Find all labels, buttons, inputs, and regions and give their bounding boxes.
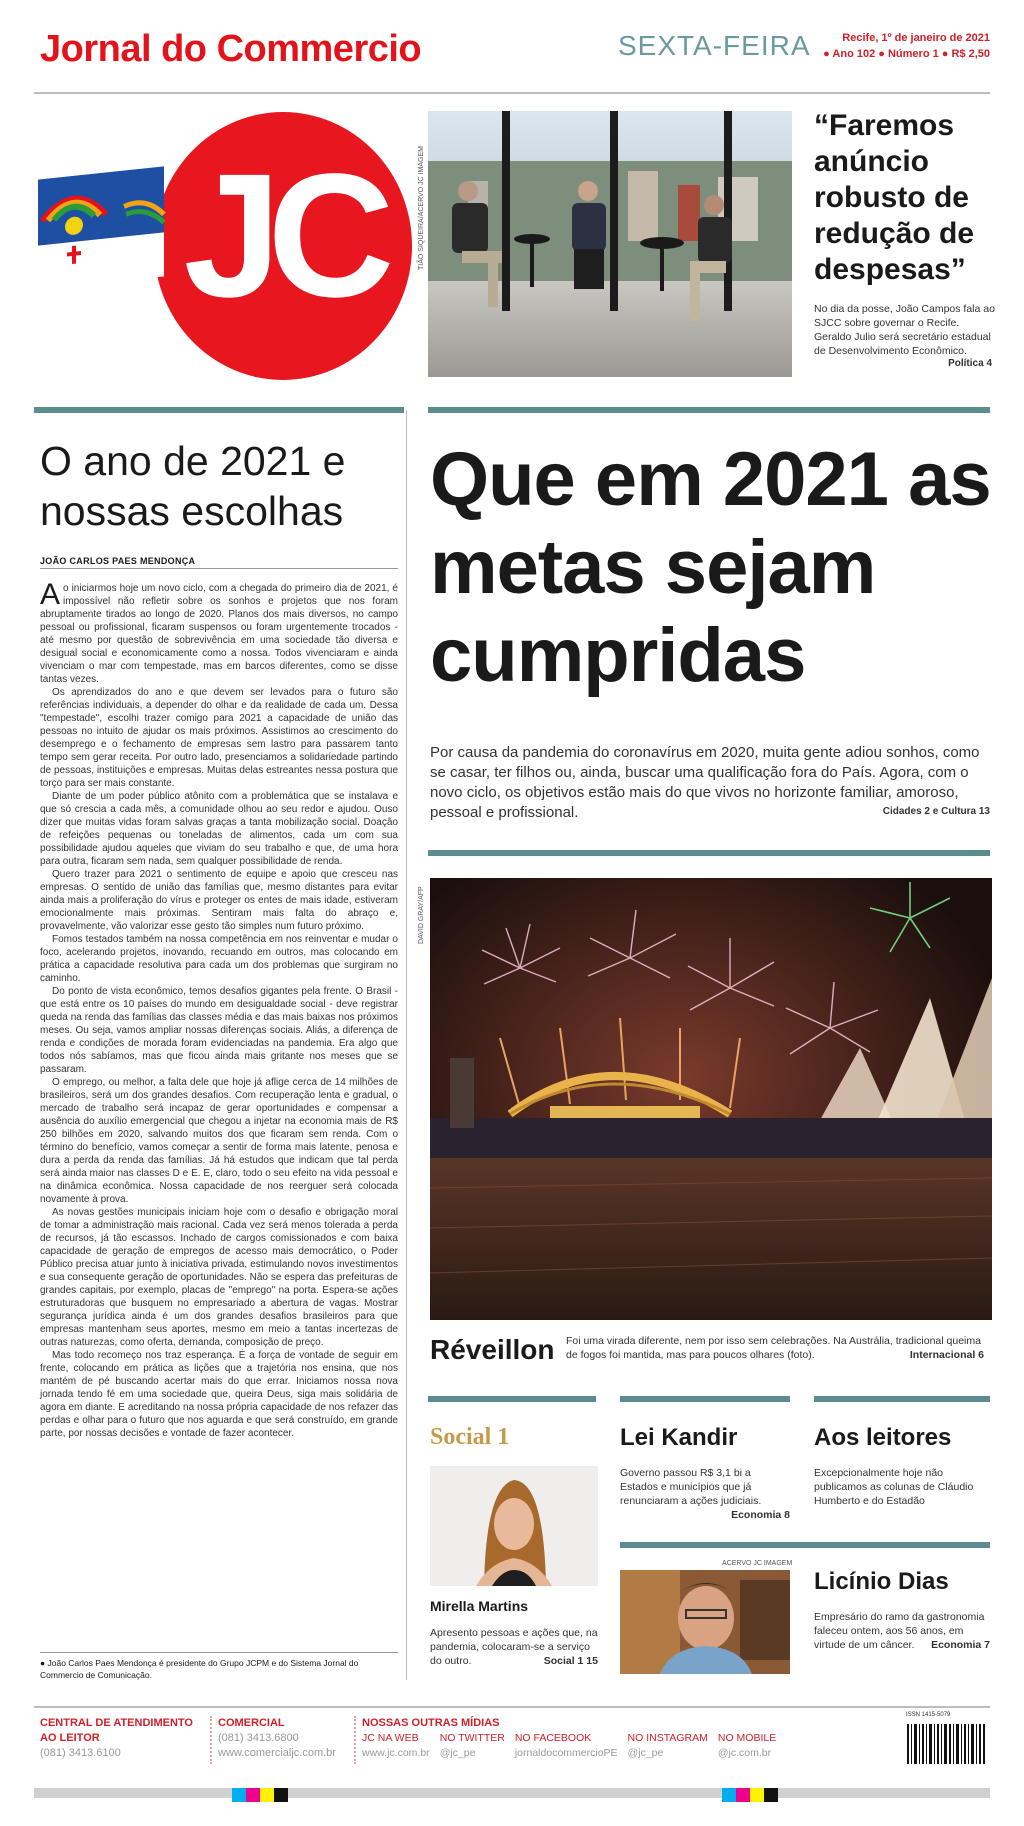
weekday-label: SEXTA-FEIRA [618,30,811,61]
footer-bar [34,1788,990,1798]
midia-web[interactable]: JC NA WEB www.jc.com.br [362,1732,430,1759]
fireworks-photo-image [430,878,992,1320]
midias-row [362,1731,902,1761]
editorial-byline: JOÃO CARLOS PAES MENDONÇA [40,556,196,566]
footer-central [40,1716,210,1761]
kandir-rule [620,1396,790,1402]
midia-instagram[interactable]: NO INSTAGRAM @jc_pe [627,1732,708,1759]
editorial-paragraph: O emprego, ou melhor, a falta dele que hoje já aflige cerca de 14 milhões de brasileiros, será um dos grandes desafios. Com recuperação lenta e gradual, o mercado de trabalho será incapaz de gerar oportunidades e compensar a ausência do auxílio emergencial que chegou a injetar na economia mais de R$ 250 bilhões em 2020, salvando muitos dos que ficaram sem renda. Com o término do benefício, vamos começar a sentir de forma mais latente, penosa e dura a perda da renda das famílias. Já há estudos que indicam que tal perda será ainda maior nas classes D e E. E, claro, todo o seu efeito na vida pessoal e na dinâmica econômica. Nossa capacidade de nos reerguer será colocada novamente à prova. [40,1077,398,1205]
social-page-ref: Social 1 15 [543,1655,598,1667]
editorial-paragraph: Ao iniciarmos hoje um novo ciclo, com a chegada do primeiro dia de 2021, é impossível não refletir sobre os sonhos e projetos que nos foram abruptamente tirados ao longo de 2020. Planos dos mais diversos, no campo pessoal ou profissional, ficaram suspensos ou foram urgentemente trocados - até mesmo por questão de sobrevivência em uma sociedade tão diversa e desigual social e economicamente como a nossa. Todos vivenciaram e ainda vivenciam o mar com tempestade, mas em barcos diferentes, como se disse tantas vezes. [40,578,398,685]
licinio-title: Licínio Dias [814,1568,949,1595]
leitores-title: Aos leitores [814,1424,952,1451]
licinio-photo [620,1570,790,1674]
newspaper-name: Jornal do Commercio [40,28,422,70]
reveillon-title: Réveillon [430,1334,555,1365]
byline-divider [40,568,398,569]
lead-page-ref: Cidades 2 e Cultura 13 [882,806,990,817]
dropcap: A [40,578,61,611]
footer-separator [210,1716,212,1764]
comercial-phone: (081) 3413.6800 [218,1732,299,1744]
licinio-rule [620,1542,990,1548]
editorial-paragraph: Do ponto de vista econômico, temos desafios gigantes pela frente. O Brasil - que está entre os 10 países do mundo em desigualdade social - deve registrar queda na renda das famílias das classes média e das mais baixas nos próximos meses. Ou seja, vamos ampliar nossas diferenças sociais. Aliás, a diferença de renda e condições de morada foram evidenciadas na pandemia. Era algo que todos nós sabíamos, mas que ficou ainda mais gritante nos meses que se passaram. [40,986,398,1075]
social-name: Mirella Martins [430,1598,529,1614]
quote-summary: No dia da posse, João Campos fala ao SJCC sobre governar o Recife. Geraldo Julio será secretário estadual de Desenvolvimento Econômico. [814,303,995,357]
interview-photo [428,111,792,377]
social-rule [428,1396,596,1402]
licinio-text: Empresário do ramo da gastronomia faleceu ontem, aos 56 anos, em virtude de um câncer. Economia 7 [814,1611,990,1651]
central-phone: (081) 3413.6100 [40,1747,121,1759]
reveillon-page-ref: Internacional 6 [909,1349,984,1361]
pernambuco-flag-icon [34,146,172,296]
photo-rule [428,850,990,856]
editorial-paragraph: As novas gestões municipais iniciam hoje com o desafio e obrigação moral de tomar a administração mais racional. Cada vez será menos tolerada a perda de recursos, já tão escassos. Inchado de cargos comissionados e com baixa capacidade de geração de empregos de acesso mais democrático, o Poder Público precisa atuar junto à iniciativa privada, estimulando novos investimentos e sua consequente geração de oportunidades. Não se espera das prefeituras de grandes capitais, por exemplo, placas de "emprego" na porta. Espera-se ações estruturadoras que busquem no empresariado a abertura de vagas. Mostrar segurança jurídica ainda é um dos grandes desafios brasileiros para que empresas mantenham seus aportes, mesmo em meio a tantas incertezas de outras naturezas, como oferta, demanda, composição de preço. [40,1207,398,1348]
logo-letters: JC [183,138,381,334]
interview-photo-image [428,111,792,377]
fireworks-photo [430,878,992,1320]
date-line: Recife, 1º de janeiro de 2021 [842,32,990,44]
jc-logo [34,108,414,388]
social-title: Social 1 [430,1424,510,1450]
footer-separator [354,1716,356,1764]
social-text: Apresento pessoas e ações que, na pandemia, colocaram-se a serviço do outro. Social 1 15 [430,1627,598,1667]
lead-rule [428,407,990,413]
editorial-paragraph: Fomos testados também na nossa competência em nos reinventar e mudar o foco, acelerando projetos, inovando, recuando em outros, mas colocando em prática a capacidade resolutiva para cada um dos problemas que surgiram no caminho. [40,934,398,984]
quote-headline: “Faremos anúncio robusto de redução de despesas” [814,109,975,286]
footer-midias [362,1716,902,1761]
cmyk-marks [722,1788,778,1802]
midias-title: NOSSAS OUTRAS MÍDIAS [362,1717,500,1729]
main-headline: Que em 2021 as metas sejam cumpridas [430,437,991,698]
mirella-photo [430,1466,598,1586]
editorial-paragraph: Os aprendizados do ano e que devem ser levados para o futuro são referências individuais, a depender do olhar e da realidade de cada um. Dessa "tempestade", escolhi trazer comigo para 2021 a capacidade de união das pessoas no intuito de ajudar os mais próximos. Assistimos ao crescimento do desemprego e o fechamento de empresas sem lastro para passarem tanto tempo sem gerar receita. Por outro lado, presenciamos a solidariedade partindo de pessoas, instituições e empresas. Muitas delas estreantes nessa postura que torço para ser mais constante. [40,687,398,789]
editorial-paragraph: Diante de um poder público atônito com a problemática que se instalava e que só crescia a cada mês, a comunidade olhou ao seu redor e ajudou. Ouso dizer que muitas vidas foram salvas graças a tanta mobilização social. Doação de refeições pequenas ou toneladas de alimentos, cada um com sua possibilidade ajudou aqueles que viviam do seu trabalho e que, de uma hora para outra, ficaram sem nada, sem qualquer possibilidade de renda. [40,791,398,867]
reveillon-caption: Foi uma virada diferente, nem por isso sem celebrações. Na Austrália, tradicional queima de fogos foi mantida, mas para poucos olhares (foto). Internacional 6 [566,1335,984,1361]
licinio-photo-image [620,1570,790,1674]
editorial-paragraph: Quero trazer para 2021 o sentimento de equipe e apoio que cresceu nas empresas. O sentido de união das famílias que, mesmo distantes para evitar ainda mais a proliferação do vírus e proteger os entes de mais idade, estiveram emocionalmente mais próximas. Sentiram mais falta do abraço e, provavelmente, vão valorizar esse gesto tão simples num futuro próximo. [40,869,398,932]
midia-mobile[interactable]: NO MOBILE @jc.com.br [717,1732,777,1759]
column-divider [406,410,407,1680]
author-note: ● João Carlos Paes Mendonça é presidente do Grupo JCPM e do Sistema Jornal do Commercio de Comunicação. [40,1652,398,1681]
midia-facebook[interactable]: NO FACEBOOK jornaldocommercioPE [514,1732,618,1759]
top-photo-credit: TIÃO SIQUEIRA/ACERVO JC IMAGEM [418,146,425,270]
leitores-text: Excepcionalmente hoje não publicamos as colunas de Cláudio Humberto e do Estadão [814,1467,974,1507]
leitores-rule [814,1396,990,1402]
comercial-title: COMERCIAL [218,1717,285,1729]
edition-line: ● Ano 102 ● Número 1 ● R$ 2,50 [823,48,990,60]
central-title: CENTRAL DE ATENDIMENTO AO LEITOR [40,1717,193,1744]
editorial-paragraph: Mas todo recomeço nos traz esperança. É a força de vontade de seguir em frente, colocando em prática as lições que a trajetória nos ensina, que nos mantém de pé buscando acertar mais do que errar. Iniciamos nossa nova jornada tendo fé em uma sociedade que, queira Deus, siga mais solidária de agora em diante. E acreditando na nossa própria capacidade de nos refazer das perdas e olhar para o futuro que nos aguarda e que será construído, em grande parte, por nossas decisões e vontade de fazer acontecer. [40,1350,398,1439]
midia-twitter[interactable]: NO TWITTER @jc_pe [439,1732,505,1759]
date-edition-info [823,30,990,62]
footer-divider [34,1706,990,1708]
mirella-photo-image [430,1466,598,1586]
lead-standfirst: Por causa da pandemia do coronavírus em 2020, muita gente adiou sonhos, como se casar, ter filhos ou, ainda, buscar uma qualificação fora do País. Agora, com o novo ciclo, os objetivos estão mais do que vivos no horizonte familiar, amoroso, pessoal e profissional. [430,744,980,821]
kandir-title: Lei Kandir [620,1424,738,1451]
quote-page-ref: Política 4 [948,358,992,369]
issn-label: ISSN 1415-5079 [906,1712,951,1718]
fireworks-photo-credit: DAVID GRAY/AFP [418,886,425,944]
masthead-divider [34,92,990,94]
editorial-body [40,578,398,1440]
cmyk-marks [232,1788,288,1802]
licinio-page-ref: Economia 7 [931,1639,990,1651]
editorial-title: O ano de 2021 e nossas escolhas [40,438,346,534]
comercial-web: www.comercialjc.com.br [218,1747,336,1759]
licinio-photo-credit: ACERVO JC IMAGEM [722,1560,793,1567]
kandir-text: Governo passou R$ 3,1 bi a Estados e municípios que já renunciaram a ações judiciais. Economia 8 [620,1467,790,1521]
footer-comercial [218,1716,358,1761]
editorial-rule [34,407,404,413]
kandir-page-ref: Economia 8 [731,1509,790,1521]
barcode-icon [905,1720,989,1772]
